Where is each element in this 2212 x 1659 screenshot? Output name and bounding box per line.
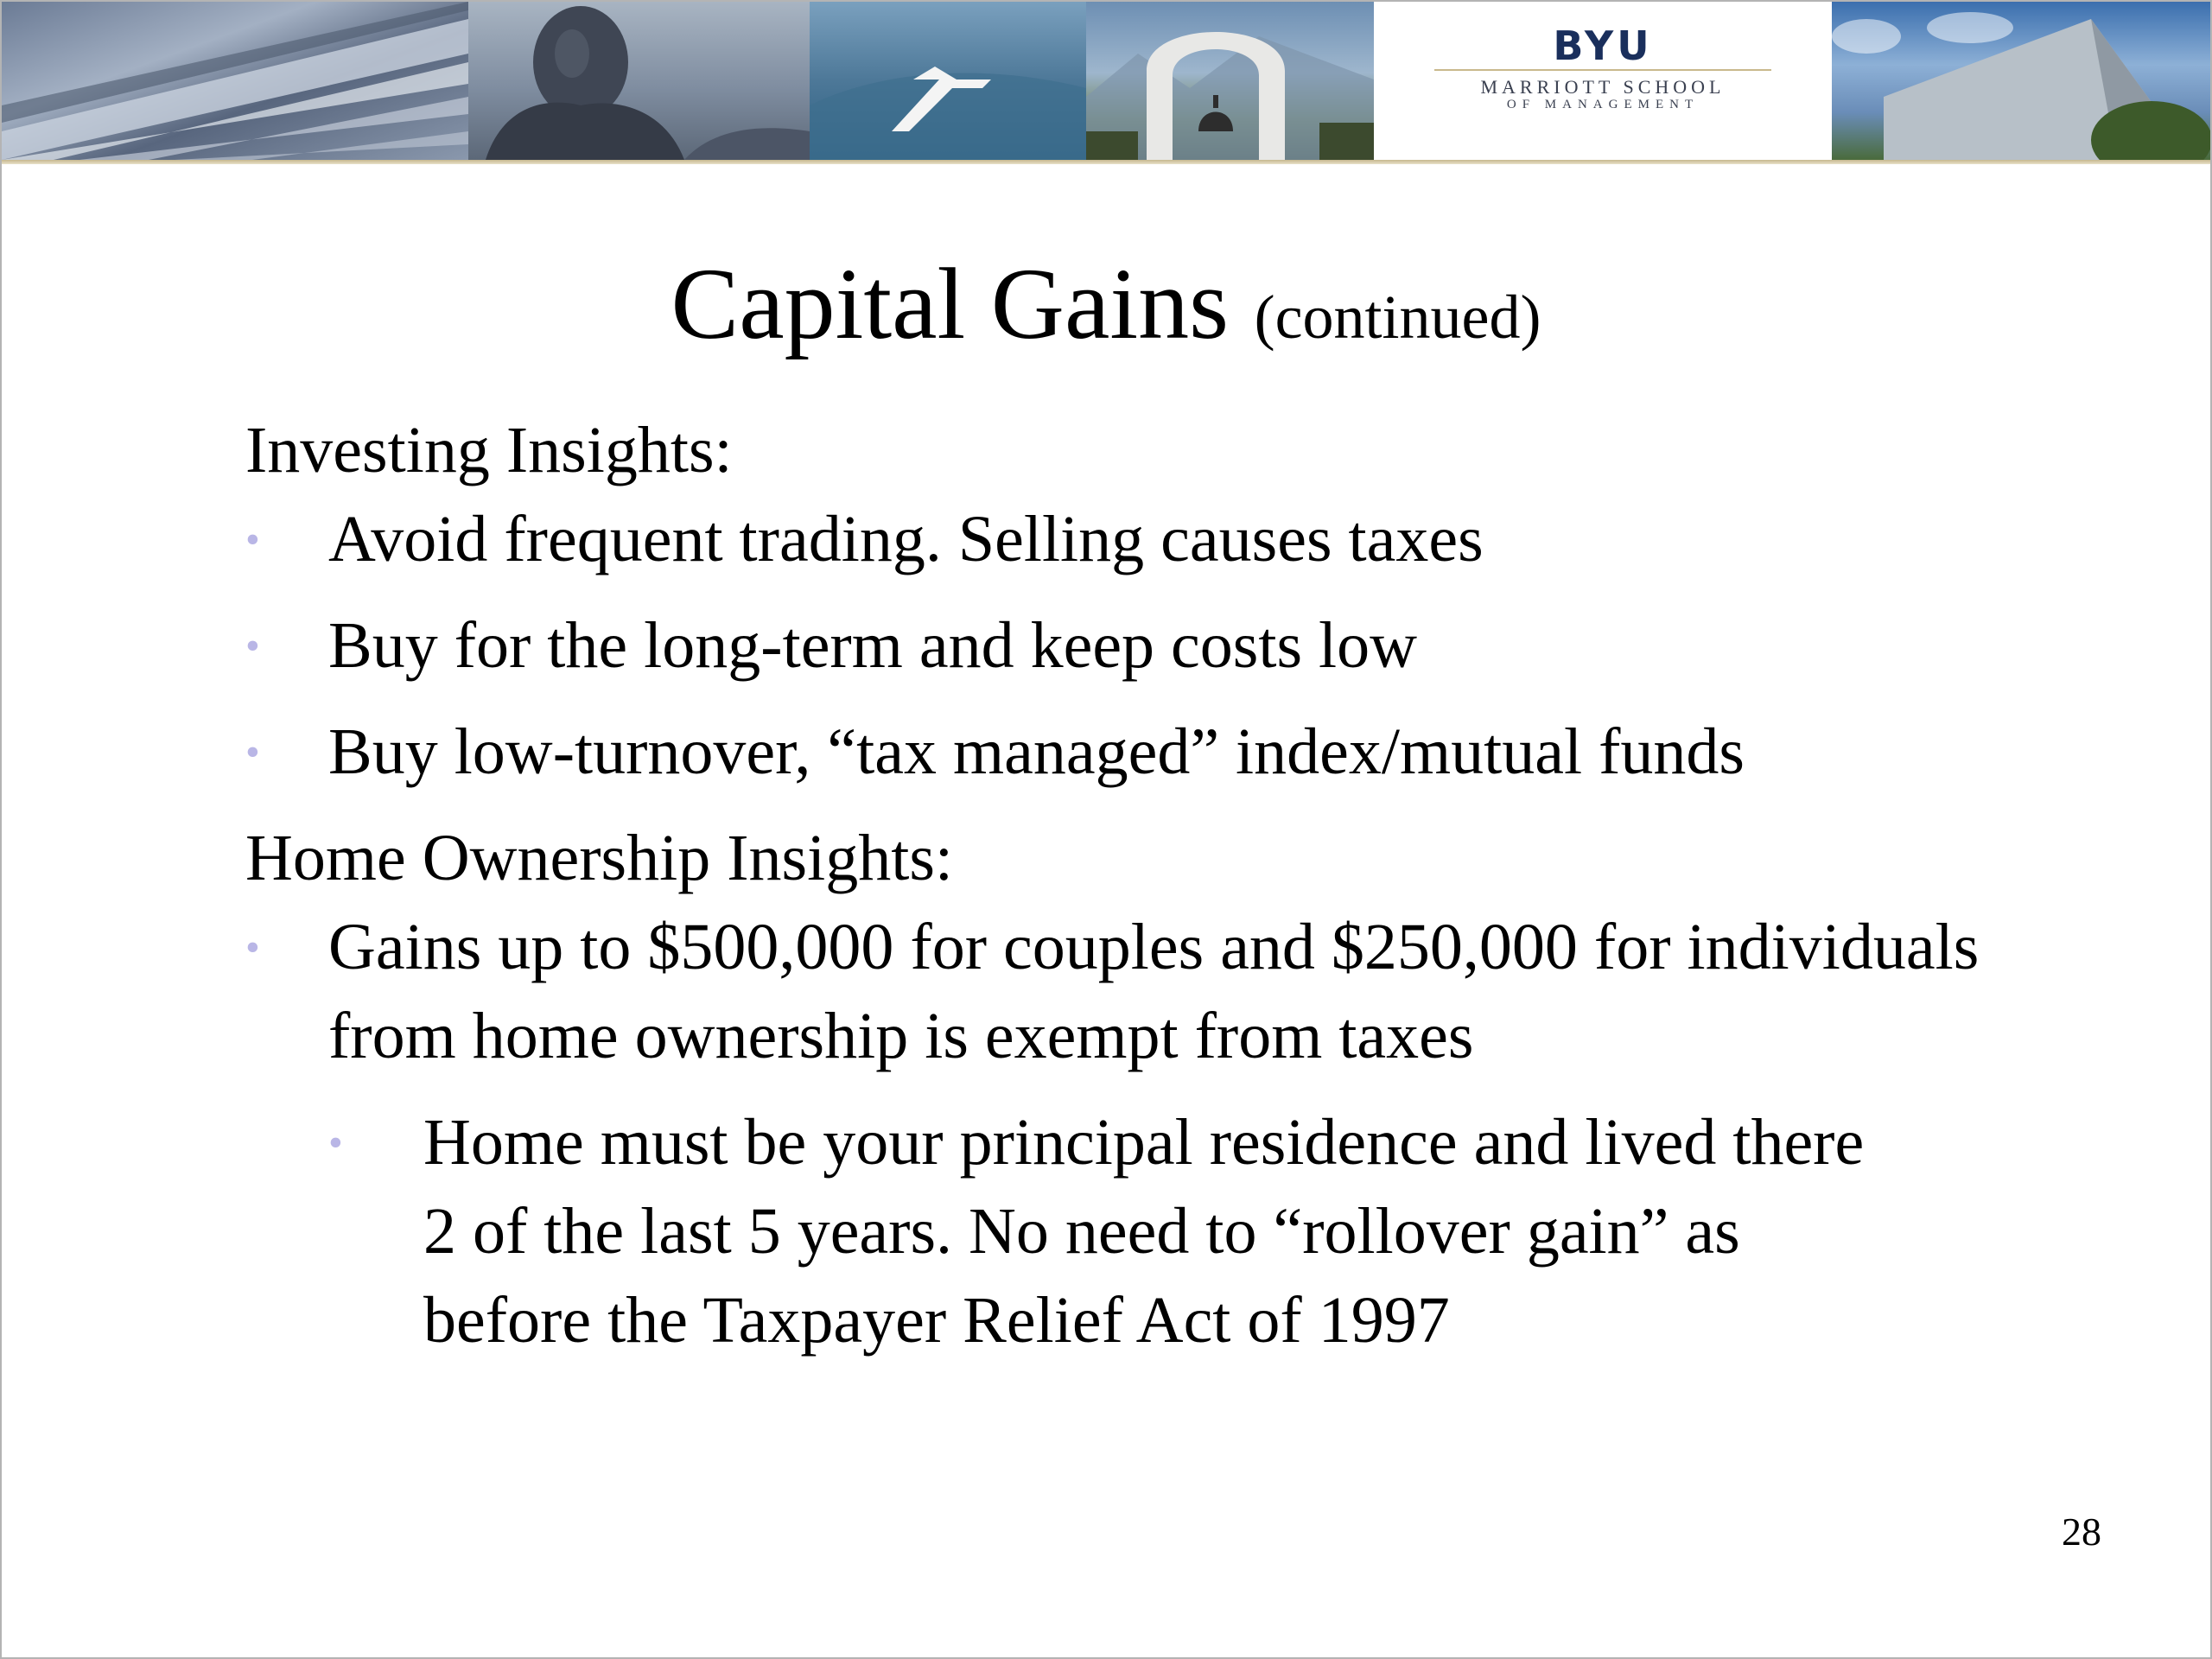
banner-photo-y-mountain xyxy=(810,2,1086,160)
banner-photo-tanner-building xyxy=(1832,2,2210,160)
bullet-text: Buy low-turnover, “tax managed” index/mutual funds xyxy=(328,715,1745,788)
logo-management-text: OF MANAGEMENT xyxy=(1506,98,1700,111)
bullet-item xyxy=(245,708,2060,797)
bullet-dot-icon: • xyxy=(245,517,260,563)
logo-school-text: MARRIOTT SCHOOL xyxy=(1480,76,1726,98)
title-continued: (continued) xyxy=(1254,283,1541,352)
bullet-dot-icon: • xyxy=(245,729,260,775)
logo-byu-text: BYU xyxy=(1553,22,1653,69)
section-heading-home-ownership: Home Ownership Insights: xyxy=(245,822,954,894)
bullet-item xyxy=(245,601,2060,690)
title-main: Capital Gains xyxy=(671,247,1230,360)
sub-bullet-item xyxy=(328,1098,1892,1365)
byu-marriott-logo xyxy=(1374,2,1832,160)
bullet-text: Gains up to $500,000 for couples and $250,000 for individuals from home ownership is exempt from taxes xyxy=(328,911,1980,1072)
building-stripes-graphic xyxy=(2,2,468,160)
section-heading-investing: Investing Insights: xyxy=(245,414,733,486)
banner-photo-bell-arch xyxy=(1086,2,1374,160)
header-banner xyxy=(2,2,2210,160)
bullet-text: Buy for the long-term and keep costs low xyxy=(328,609,1418,682)
slide-title xyxy=(2,244,2210,378)
bullet-item xyxy=(245,495,2060,584)
bullet-item xyxy=(245,903,2022,1081)
bullet-text: Avoid frequent trading. Selling causes taxes xyxy=(328,503,1484,575)
logo-divider xyxy=(1434,69,1771,71)
slide-body xyxy=(245,406,2060,1365)
page-number: 28 xyxy=(2062,1510,2101,1554)
bullet-dot-icon: • xyxy=(245,623,260,669)
banner-photo-statue xyxy=(468,2,810,160)
sub-bullet-text: Home must be your principal residence and lived there 2 of the last 5 years. No need to “rollover gain” as before the Taxpayer Relief Act of 1997 xyxy=(423,1106,1865,1357)
tanner-building-graphic xyxy=(1832,2,2210,160)
banner-photo-building xyxy=(2,2,468,160)
y-mountain-graphic xyxy=(810,2,1086,160)
bell-arch-graphic xyxy=(1086,2,1374,160)
statue-graphic xyxy=(468,2,810,160)
bullet-dot-icon: • xyxy=(245,925,260,970)
bullet-dot-icon: • xyxy=(328,1120,343,1166)
banner-divider xyxy=(2,160,2210,164)
